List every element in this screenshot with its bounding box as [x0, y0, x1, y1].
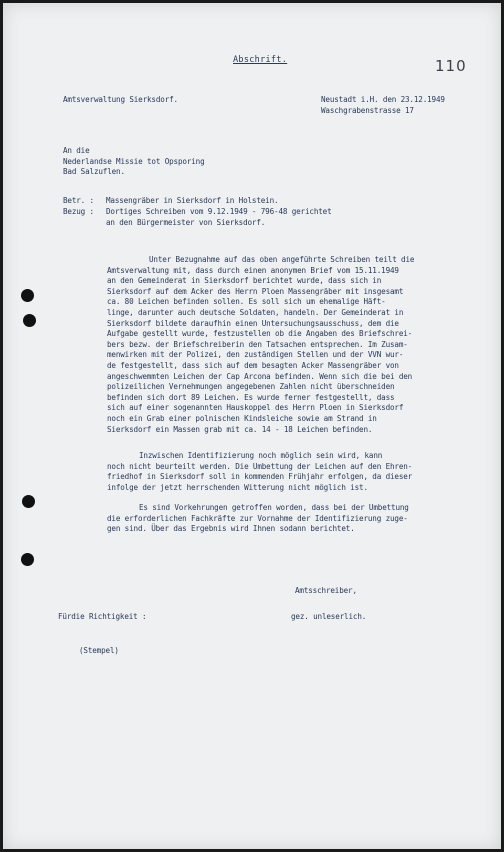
body-line: linge, darunter auch deutsche Soldaten, handeln. Der Gemeinderat in	[107, 307, 404, 317]
body-line: ca. 80 Leichen befinden sollen. Es soll sich um ehemalige Häft-	[107, 297, 386, 307]
document-page	[3, 3, 501, 849]
body-line: noch nicht beurteilt werden. Die Umbettung der Leichen auf den Ehren-	[107, 461, 413, 471]
punch-hole	[22, 495, 35, 508]
signature-title: Amtsschreiber,	[295, 586, 357, 595]
body-line: Unter Bezugnahme auf das oben angeführte Schreiben teilt die	[149, 255, 415, 264]
reference-line: an den Bürgermeister von Sierksdorf.	[106, 217, 266, 227]
punch-hole	[21, 289, 34, 302]
body-line: Amtsverwaltung mit, dass durch einen anonymen Brief vom 15.11.1949	[107, 265, 399, 275]
page-number: 110	[435, 57, 467, 75]
body-line: Inzwischen Identifizierung noch möglich sein wird, kann	[139, 451, 383, 460]
reference-label: Bezug :	[63, 207, 94, 216]
body-line: Sierksdorf ein Massen grab mit ca. 14 - 18 Leichen befinden.	[107, 424, 373, 434]
subject-text: Massengräber in Sierksdorf in Holstein.	[106, 196, 279, 205]
body-line: die erforderlichen Fachkräfte zur Vornahme der Identifizierung zuge-	[107, 513, 408, 523]
subject-label: Betr. :	[63, 196, 94, 205]
recipient-line: Bad Salzuflen.	[63, 167, 125, 177]
sender: Amtsverwaltung Sierksdorf.	[63, 95, 178, 104]
body-line: befinden sich dort 89 Leichen. Es wurde ferner festgestellt, dass	[107, 392, 395, 402]
body-line: Sierksdorf auf dem Acker des Herrn Ploen Massengräber mit insgesamt	[107, 286, 404, 296]
body-line: infolge der jetzt herrschenden Witterung nicht möglich ist.	[107, 482, 368, 492]
recipient-line: An die	[63, 146, 90, 155]
body-line: friedhof in Sierksdorf soll in kommenden Frühjahr erfolgen, da dieser	[107, 472, 413, 482]
stamp-placeholder: (Stempel)	[79, 646, 119, 655]
body-line: bers bezw. der Briefschreiberin den Tatsachen entsprechen. Im Zusam-	[107, 339, 408, 349]
certification-note: Fürdie Richtigkeit :	[58, 612, 147, 621]
punch-hole	[23, 314, 36, 327]
body-line: gen sind. Über das Ergebnis wird Ihnen sodann berichtet.	[107, 524, 355, 534]
body-line: Aufgabe gestellt wurde, festzustellen ob die Angaben des Briefschrei-	[107, 329, 413, 339]
body-line: angeschwemmten Leichen der Cap Arcona befinden. Wenn sich die bei den	[107, 371, 413, 381]
body-line: sich auf einer sogenannten Hauskoppel des Herrn Ploen in Sierksdorf	[107, 403, 404, 413]
punch-hole	[21, 553, 34, 566]
signature-name: gez. unleserlich.	[291, 612, 367, 621]
body-line: polizeilichen Vernehmungen angegebenen Zahlen nicht überschneiden	[107, 382, 395, 392]
body-line: menwirken mit der Polizei, den zuständigen Stellen und der VVN wur-	[107, 350, 404, 360]
place-date: Neustadt i.H. den 23.12.1949	[321, 95, 445, 104]
body-line: an den Gemeinderat in Sierksdorf berichtet wurde, dass sich in	[107, 276, 382, 286]
body-line: noch ein Grab einer polnischen Kindsleiche sowie am Strand in	[107, 413, 377, 423]
reference-text	[106, 207, 332, 228]
body-line: de festgestellt, dass sich auf dem besagten Acker Massengräber von	[107, 360, 399, 370]
recipient-line: Nederlandse Missie tot Opsporing	[63, 156, 205, 166]
body-line: Sierksdorf bildete daraufhin einen Untersuchungsausschuss, dem die	[107, 318, 399, 328]
body-paragraph-1	[107, 255, 414, 435]
body-paragraph-3	[107, 503, 409, 535]
recipient-address	[63, 146, 205, 178]
body-line: Es sind Vorkehrungen getroffen worden, dass bei der Umbettung	[139, 503, 409, 512]
document-title: Abschrift.	[233, 55, 288, 65]
body-paragraph-2	[107, 451, 412, 493]
reference-line: Dortiges Schreiben vom 9.12.1949 - 796-48 gerichtet	[106, 207, 332, 216]
street-address: Waschgrabenstrasse 17	[321, 106, 414, 115]
